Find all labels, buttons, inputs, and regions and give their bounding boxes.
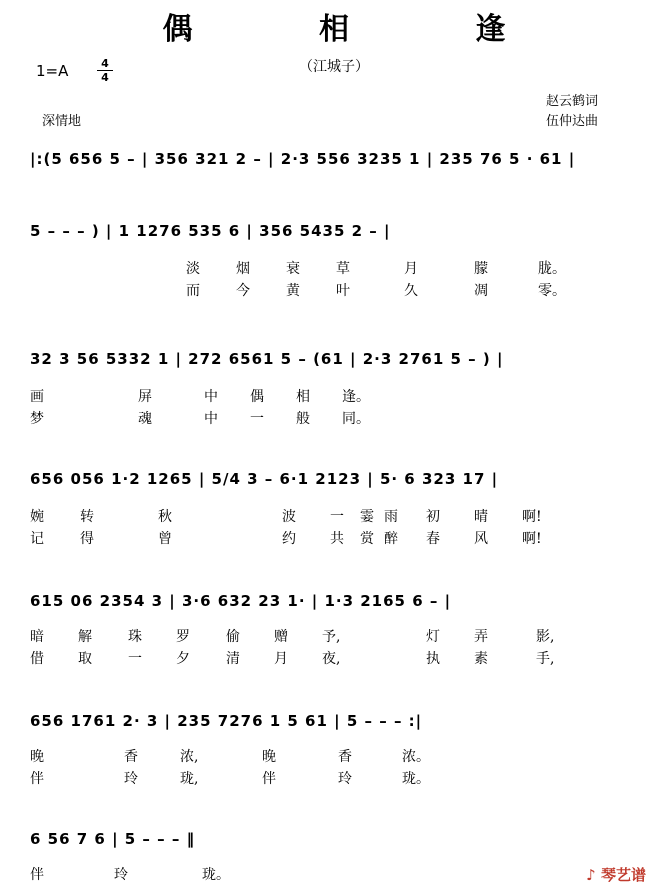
lyric-syllable: 叶 (336, 283, 350, 299)
lyric-syllable: 中 (204, 389, 218, 405)
notation-line-5: 615 06 2354 3 | 3·6 632 23 1· | 1·3 2165 6 – | (30, 592, 452, 610)
lyric-syllable: 般 (296, 411, 310, 427)
lyric-syllable: 夜, (322, 651, 341, 667)
lyric-syllable: 浓。 (402, 749, 430, 765)
lyric-syllable: 草 (336, 261, 350, 277)
lyric-syllable: 雨 (384, 509, 398, 525)
lyric-syllable: 夕 (176, 651, 190, 667)
lyric-syllable: 珑。 (202, 867, 230, 883)
lyric-syllable: 春 (426, 531, 440, 547)
lyric-syllable: 画 (30, 389, 44, 405)
lyric-syllable: 偷 (226, 629, 240, 645)
lyric-syllable: 烟 (236, 261, 250, 277)
lyric-syllable: 浓, (180, 749, 199, 765)
lyric-syllable: 一 (128, 651, 142, 667)
tempo-mark: 深情地 (42, 114, 82, 129)
lyric-syllable: 而 (186, 283, 200, 299)
site-watermark (586, 864, 646, 885)
lyric-syllable: 珠 (128, 629, 142, 645)
logo-icon: ♪ (586, 866, 596, 884)
lyric-syllable: 香 (338, 749, 352, 765)
key-signature: 1=A (36, 62, 69, 80)
lyric-syllable: 月 (404, 261, 418, 277)
lyric-syllable: 伴 (30, 771, 44, 787)
lyric-syllable: 清 (226, 651, 240, 667)
lyric-syllable: 执 (426, 651, 440, 667)
lyric-syllable: 魂 (138, 411, 152, 427)
lyric-syllable: 影, (536, 629, 555, 645)
lyric-syllable: 共 (330, 531, 344, 547)
notation-line-1: |:(5 656 5 – | 356 321 2 – | 2·3 556 3235 1 | 235 76 5 · 61 | (30, 150, 576, 168)
lyric-syllable: 玲 (124, 771, 138, 787)
lyric-syllable: 香 (124, 749, 138, 765)
lyric-syllable: 屏 (138, 389, 152, 405)
lyric-syllable: 伴 (262, 771, 276, 787)
lyric-syllable: 取 (78, 651, 92, 667)
notation-line-2: 5 – – – ) | 1 1276 535 6 | 356 5435 2 – | (30, 222, 391, 240)
lyric-syllable: 衰 (286, 261, 300, 277)
notation-line-7: 6 56 7 6 | 5 – – – ‖ (30, 830, 196, 848)
lyric-syllable: 秋 (158, 509, 172, 525)
lyric-syllable: 相 (296, 389, 310, 405)
notation-line-6: 656 1761 2· 3 | 235 7276 1 5 61 | 5 – – – :| (30, 712, 423, 730)
lyric-syllable: 淡 (186, 261, 200, 277)
lyric-syllable: 黄 (286, 283, 300, 299)
lyric-syllable: 久 (404, 283, 418, 299)
lyric-syllable: 暗 (30, 629, 44, 645)
lyric-syllable: 珑。 (402, 771, 430, 787)
song-title: 偶 相 逢 (162, 12, 564, 47)
lyric-syllable: 赏 (360, 531, 374, 547)
lyric-syllable: 借 (30, 651, 44, 667)
lyric-syllable: 素 (474, 651, 488, 667)
lyric-syllable: 晚 (30, 749, 44, 765)
lyric-syllable: 波 (282, 509, 296, 525)
watermark-text: 琴艺谱 (600, 866, 646, 884)
lyric-syllable: 手, (536, 651, 555, 667)
lyric-syllable: 曾 (158, 531, 172, 547)
lyric-syllable: 风 (474, 531, 488, 547)
time-signature-top: 4 (101, 57, 109, 70)
lyric-syllable: 逢。 (342, 389, 370, 405)
lyric-syllable: 偶 (250, 389, 264, 405)
lyric-syllable: 朦 (474, 261, 488, 277)
lyric-syllable: 玲 (338, 771, 352, 787)
lyric-syllable: 零。 (538, 283, 566, 299)
lyric-syllable: 今 (236, 283, 250, 299)
lyric-syllable: 醉 (384, 531, 398, 547)
lyric-syllable: 晚 (262, 749, 276, 765)
lyric-syllable: 予, (322, 629, 341, 645)
lyric-syllable: 约 (282, 531, 296, 547)
lyric-syllable: 转 (80, 509, 94, 525)
lyric-syllable: 啊! (522, 509, 542, 525)
lyric-syllable: 玲 (114, 867, 128, 883)
lyric-syllable: 伴 (30, 867, 44, 883)
lyric-syllable: 得 (80, 531, 94, 547)
lyricist-credit: 赵云鹤词 (546, 94, 599, 109)
lyric-syllable: 赠 (274, 629, 288, 645)
lyric-syllable: 同。 (342, 411, 370, 427)
notation-line-4: 656 056 1·2 1265 | 5/4 3 – 6·1 2123 | 5· 6 323 17 | (30, 470, 499, 488)
lyric-syllable: 凋 (474, 283, 488, 299)
lyric-syllable: 啊! (522, 531, 542, 547)
lyric-syllable: 灯 (426, 629, 440, 645)
time-signature (97, 58, 113, 83)
lyric-syllable: 霎 (360, 509, 374, 525)
lyric-syllable: 中 (204, 411, 218, 427)
lyric-syllable: 一 (250, 411, 264, 427)
lyric-syllable: 婉 (30, 509, 44, 525)
notation-line-3: 32 3 56 5332 1 | 272 6561 5 – (61 | 2·3 2761 5 – ) | (30, 350, 504, 368)
lyric-syllable: 罗 (176, 629, 190, 645)
composer-credit: 伍仲达曲 (546, 114, 599, 129)
song-subtitle: （江城子） (299, 59, 369, 75)
lyric-syllable: 初 (426, 509, 440, 525)
lyric-syllable: 弄 (474, 629, 488, 645)
lyric-syllable: 珑, (180, 771, 199, 787)
lyric-syllable: 解 (78, 629, 92, 645)
lyric-syllable: 记 (30, 531, 44, 547)
lyric-syllable: 梦 (30, 411, 44, 427)
lyric-syllable: 一 (330, 509, 344, 525)
lyric-syllable: 胧。 (538, 261, 566, 277)
lyric-syllable: 晴 (474, 509, 488, 525)
lyric-syllable: 月 (274, 651, 288, 667)
time-signature-bottom: 4 (101, 71, 109, 84)
